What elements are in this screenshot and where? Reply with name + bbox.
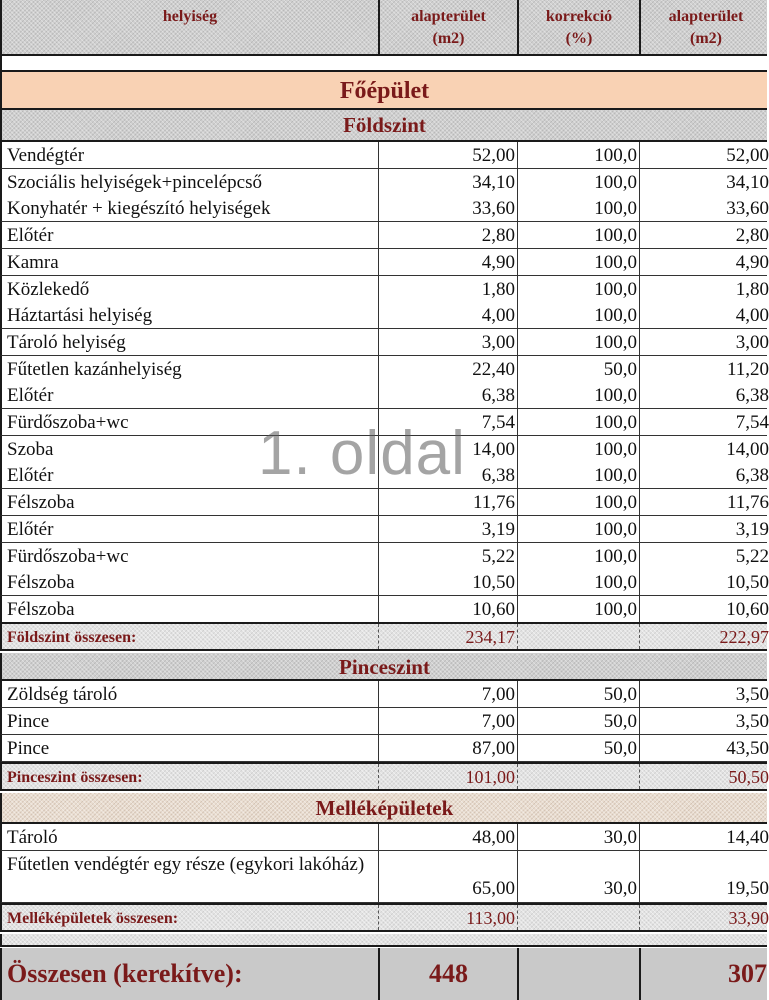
table-row	[0, 249, 767, 276]
table-row	[0, 516, 767, 543]
room-name: Fűtetlen vendégtér egy része (egykori lakóház)	[7, 854, 365, 875]
corrected-area-value: 4,00	[639, 302, 769, 328]
table-row	[0, 276, 767, 303]
grand-total-label: Összesen (kerekítve):	[7, 959, 243, 988]
table-row	[0, 436, 767, 463]
header-room-label: helyiség	[162, 8, 218, 25]
area-value: 2,80	[378, 222, 517, 248]
corrected-area-value: 11,76	[639, 489, 769, 515]
page-watermark: 1. oldal	[258, 419, 466, 488]
corrected-area-value: 52,00	[639, 142, 769, 168]
correction-value: 100,0	[517, 382, 639, 408]
header-area	[378, 0, 517, 54]
correction-value: 100,0	[517, 596, 639, 622]
area-value: 11,76	[378, 489, 517, 515]
area-value: 87,00	[378, 735, 517, 761]
spacer-row	[0, 934, 767, 947]
correction-value: 100,0	[517, 436, 639, 462]
correction-value: 50,0	[517, 708, 639, 734]
room-name: Fürdőszoba+wc	[7, 412, 129, 433]
correction-value: 100,0	[517, 195, 639, 221]
table-row	[0, 489, 767, 516]
correction-value: 100,0	[517, 222, 639, 248]
correction-value: 100,0	[517, 329, 639, 355]
room-name: Előtér	[7, 465, 54, 487]
correction-value: 100,0	[517, 302, 639, 328]
area-value: 5,22	[378, 543, 517, 569]
corrected-area-value: 14,00	[639, 436, 769, 462]
table-row	[0, 302, 767, 329]
room-name: Szoba	[7, 438, 54, 460]
section-basement	[0, 653, 767, 681]
correction-value: 100,0	[517, 409, 639, 435]
outbuildings-total-row	[0, 903, 767, 932]
corrected-area-value: 10,60	[639, 596, 769, 622]
section-title: Főépület	[339, 78, 430, 104]
table-row	[0, 681, 767, 708]
table-row	[0, 735, 767, 762]
corrected-area-value: 19,50	[639, 851, 769, 902]
corrected-area-value: 34,10	[639, 169, 769, 195]
area-value: 6,38	[378, 462, 517, 488]
ground-floor-total-row	[0, 622, 767, 651]
correction-value: 100,0	[517, 462, 639, 488]
total-area: 113,00	[378, 905, 517, 930]
area-value: 4,00	[378, 302, 517, 328]
section-title: Melléképületek	[315, 796, 454, 820]
room-name: Vendégtér	[7, 145, 85, 166]
corrected-area-value: 11,20	[639, 356, 769, 382]
corrected-area-value: 1,80	[639, 276, 769, 302]
correction-value: 50,0	[517, 356, 639, 382]
total-area: 101,00	[378, 764, 517, 789]
area-value: 3,19	[378, 516, 517, 542]
section-ground-floor	[0, 110, 767, 142]
table-row	[0, 222, 767, 249]
room-name: Háztartási helyiség	[7, 305, 153, 327]
table-row	[0, 596, 767, 623]
corrected-area-value: 2,80	[639, 222, 769, 248]
area-value: 10,60	[378, 596, 517, 622]
corrected-area-value: 6,38	[639, 382, 769, 408]
table-row	[0, 824, 767, 851]
total-corrected-area: 50,50	[639, 764, 769, 789]
room-name: Félszoba	[7, 598, 75, 620]
room-name: Pince	[7, 738, 50, 759]
corrected-area-value: 14,40	[639, 824, 769, 850]
header-area-unit: (m2)	[432, 30, 465, 47]
header-corrected-area-unit: (m2)	[690, 30, 722, 47]
corrected-area-value: 3,50	[639, 681, 769, 707]
table-header	[0, 0, 767, 56]
room-name: Pince	[7, 711, 50, 732]
corrected-area-value: 6,38	[639, 462, 769, 488]
corrected-area-value: 10,50	[639, 569, 769, 595]
room-name: Fűtetlen kazánhelyiség	[7, 358, 182, 380]
room-name: Félszoba	[7, 492, 75, 514]
area-value: 7,54	[378, 409, 517, 435]
corrected-area-value: 3,00	[639, 329, 769, 355]
section-main-building	[0, 72, 767, 110]
correction-value: 100,0	[517, 169, 639, 195]
blank-row	[0, 56, 767, 72]
correction-value: 100,0	[517, 142, 639, 168]
table-row	[0, 195, 767, 222]
room-name: Fürdőszoba+wc	[7, 545, 129, 567]
room-name: Zöldség tároló	[7, 684, 118, 705]
header-correction-unit: (%)	[565, 30, 593, 47]
room-name: Tároló helyiség	[7, 331, 126, 353]
room-name: Konyhatér + kiegészító helyiségek	[7, 198, 271, 220]
corrected-area-value: 43,50	[639, 735, 769, 761]
section-title: Pinceszint	[339, 655, 430, 679]
correction-value: 50,0	[517, 681, 639, 707]
table-row	[0, 142, 767, 169]
corrected-area-value: 3,19	[639, 516, 769, 542]
table-row	[0, 409, 767, 436]
room-name: Előtér	[7, 518, 54, 540]
table-row	[0, 851, 767, 903]
area-value: 34,10	[378, 169, 517, 195]
total-corrected-area: 222,97	[639, 624, 769, 649]
correction-value: 100,0	[517, 276, 639, 302]
total-correction	[517, 905, 639, 930]
total-corrected-area: 33,90	[639, 905, 769, 930]
header-corrected-area-label: alapterület	[668, 8, 744, 25]
corrected-area-value: 3,50	[639, 708, 769, 734]
area-value: 3,00	[378, 329, 517, 355]
section-outbuildings	[0, 793, 767, 824]
header-area-label: alapterület	[411, 8, 486, 25]
room-name: Tároló	[7, 827, 58, 848]
room-name: Kamra	[7, 251, 59, 273]
table-row	[0, 356, 767, 383]
area-value: 7,00	[378, 708, 517, 734]
total-label: Pinceszint összesen:	[7, 769, 143, 786]
area-value: 7,00	[378, 681, 517, 707]
total-correction	[517, 764, 639, 789]
room-name: Félszoba	[7, 572, 75, 594]
header-room	[2, 0, 378, 54]
area-value: 22,40	[378, 356, 517, 382]
correction-value: 30,0	[517, 851, 639, 902]
corrected-area-value: 7,54	[639, 409, 769, 435]
table-row	[0, 329, 767, 356]
area-value: 4,90	[378, 249, 517, 275]
room-name: Előtér	[7, 225, 54, 247]
correction-value: 100,0	[517, 489, 639, 515]
header-correction-label: korrekció	[545, 8, 613, 25]
header-correction	[517, 0, 639, 54]
total-area: 234,17	[378, 624, 517, 649]
area-value: 10,50	[378, 569, 517, 595]
room-name: Előtér	[7, 385, 54, 407]
basement-total-row	[0, 762, 767, 791]
correction-value: 100,0	[517, 569, 639, 595]
area-value: 52,00	[378, 142, 517, 168]
grand-total-area: 448	[378, 948, 517, 1000]
corrected-area-value: 5,22	[639, 543, 769, 569]
section-title: Földszint	[343, 113, 426, 137]
table-row	[0, 462, 767, 489]
correction-value: 50,0	[517, 735, 639, 761]
area-value: 48,00	[378, 824, 517, 850]
total-correction	[517, 624, 639, 649]
total-label: Melléképületek összesen:	[7, 910, 179, 927]
header-corrected-area	[639, 0, 769, 54]
table-row	[0, 543, 767, 570]
area-value: 33,60	[378, 195, 517, 221]
correction-value: 30,0	[517, 824, 639, 850]
area-value: 14,00	[378, 436, 517, 462]
grand-total-correction	[517, 948, 639, 1000]
table-row	[0, 569, 767, 596]
correction-value: 100,0	[517, 516, 639, 542]
room-name: Közlekedő	[7, 278, 90, 300]
corrected-area-value: 33,60	[639, 195, 769, 221]
total-label: Földszint összesen:	[7, 629, 137, 646]
corrected-area-value: 4,90	[639, 249, 769, 275]
area-value: 6,38	[378, 382, 517, 408]
table-row	[0, 169, 767, 196]
grand-total-row	[0, 948, 767, 1000]
correction-value: 100,0	[517, 543, 639, 569]
area-value: 65,00	[378, 851, 517, 902]
correction-value: 100,0	[517, 249, 639, 275]
table-row	[0, 708, 767, 735]
table-row	[0, 382, 767, 409]
grand-total-corrected-area: 307	[639, 948, 769, 1000]
room-name: Szociális helyiségek+pincelépcső	[7, 171, 262, 193]
area-value: 1,80	[378, 276, 517, 302]
